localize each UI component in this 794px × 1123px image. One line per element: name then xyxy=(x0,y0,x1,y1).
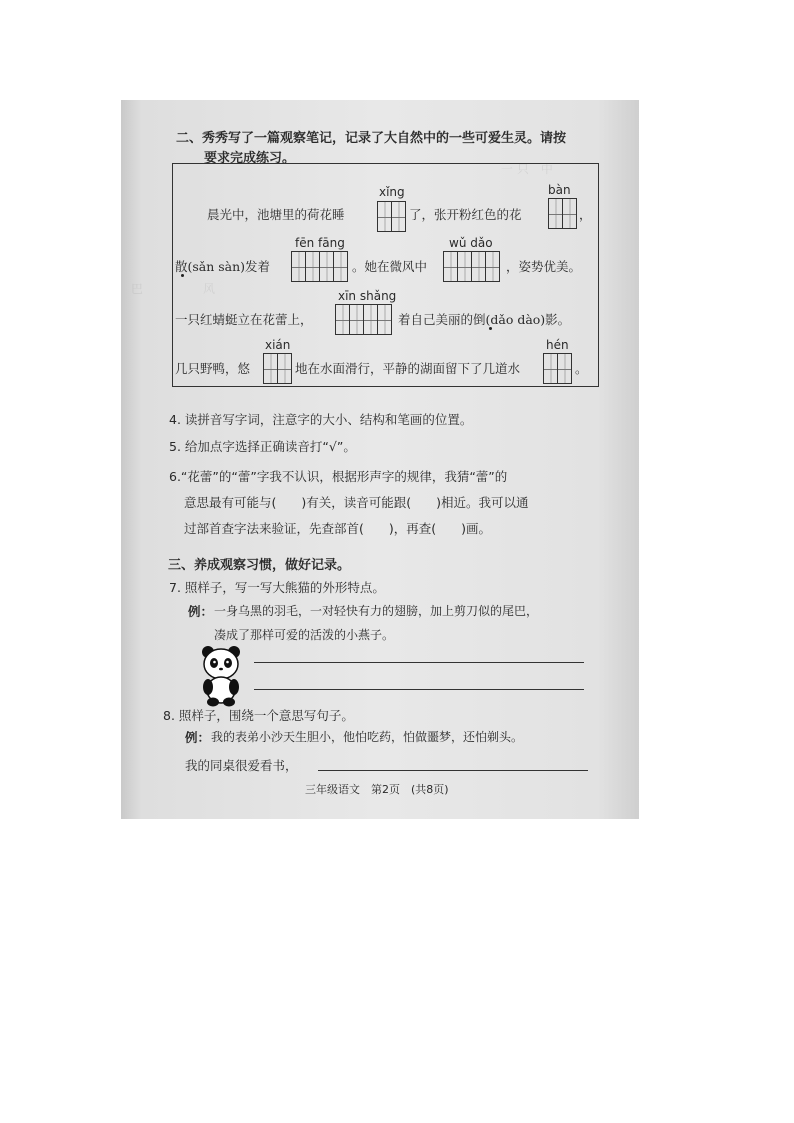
section2-heading-line2: 要求完成练习。 xyxy=(204,151,296,166)
question-6-line3[interactable]: 过部首查字法来验证，先查部首( )，再查( )画。 xyxy=(184,521,492,536)
pinyin-wudao: wǔ dǎo xyxy=(449,236,493,250)
pinyin-xian: xián xyxy=(265,338,291,352)
passage-line1-post: ， xyxy=(579,207,592,222)
pinyin-fenfang: fēn fāng xyxy=(295,236,345,250)
write-box-ban[interactable] xyxy=(548,198,577,229)
emphasis-dot xyxy=(489,327,492,330)
section3-heading: 三、养成观察习惯，做好记录。 xyxy=(168,558,351,573)
write-box-xian[interactable] xyxy=(263,353,292,384)
passage-line3-post: 着自己美丽的倒(dǎo dào)影。 xyxy=(398,312,571,327)
q7-example-label: 例： xyxy=(188,604,214,619)
passage-line4-mid: 地在水面滑行，平静的湖面留下了几道水 xyxy=(295,361,521,376)
q7-answer-line-2[interactable] xyxy=(254,689,584,690)
q8-example-label: 例： xyxy=(185,730,211,745)
pinyin-xing: xǐng xyxy=(379,185,405,199)
pinyin-xinshang: xīn shǎng xyxy=(338,289,397,303)
question-4: 4. 读拼音写字词，注意字的大小、结构和笔画的位置。 xyxy=(169,412,473,427)
write-box-hen[interactable] xyxy=(543,353,572,384)
q7-example-line1: 一身乌黑的羽毛，一对轻快有力的翅膀，加上剪刀似的尾巴， xyxy=(214,604,539,618)
passage-line2-pre: 散(sǎn sàn)发着 xyxy=(175,259,271,274)
passage-line1-mid: 了，张开粉红色的花 xyxy=(409,207,522,222)
bleed-through: 一 只 中 xyxy=(501,162,553,176)
passage-line2-post: ，姿势优美。 xyxy=(506,259,582,274)
q7-answer-line-1[interactable] xyxy=(254,662,584,663)
q8-answer-line[interactable] xyxy=(318,770,588,771)
panda-icon xyxy=(199,645,243,707)
passage-line3-pre: 一只红蜻蜓立在花蕾上， xyxy=(175,312,313,327)
q7-example-line2: 凑成了那样可爱的活泼的小燕子。 xyxy=(214,628,395,642)
question-7: 7. 照样子，写一写大熊猫的外形特点。 xyxy=(169,580,385,595)
passage-line2-mid: 。她在微风中 xyxy=(352,259,428,274)
question-8: 8. 照样子，围绕一个意思写句子。 xyxy=(163,708,354,723)
passage-line1-pre: 晨光中，池塘里的荷花睡 xyxy=(207,207,345,222)
passage-line4-pre: 几只野鸭，悠 xyxy=(175,361,251,376)
q8-example: 我的表弟小沙天生胆小，他怕吃药，怕做噩梦，还怕剃头。 xyxy=(211,730,524,744)
write-box-xinshang[interactable] xyxy=(335,304,392,335)
passage-line4-post: 。 xyxy=(575,361,588,376)
page-footer: 三年级语文 第2页 (共8页) xyxy=(305,783,449,796)
question-6-line2[interactable]: 意思最有可能与( )有关，读音可能跟( )相近。我可以通 xyxy=(184,495,529,510)
question-6-line1: 6.“花蕾”的“蕾”字我不认识，根据形声字的规律，我猜“蕾”的 xyxy=(169,469,508,484)
q8-prompt: 我的同桌很爱看书， xyxy=(185,758,298,773)
pinyin-hen: hén xyxy=(546,338,569,352)
bleed-through: 巴 风 xyxy=(131,282,216,296)
write-box-fenfang[interactable] xyxy=(291,251,348,282)
emphasis-dot xyxy=(181,274,184,277)
observation-note-passage xyxy=(172,163,599,387)
exam-page-photo xyxy=(121,100,639,819)
pinyin-ban: bàn xyxy=(548,183,571,197)
write-box-wudao[interactable] xyxy=(443,251,500,282)
write-box-xing[interactable] xyxy=(377,201,406,232)
question-5: 5. 给加点字选择正确读音打“√”。 xyxy=(169,439,356,454)
section2-heading-line1: 二、秀秀写了一篇观察笔记，记录了大自然中的一些可爱生灵。请按 xyxy=(176,131,567,146)
